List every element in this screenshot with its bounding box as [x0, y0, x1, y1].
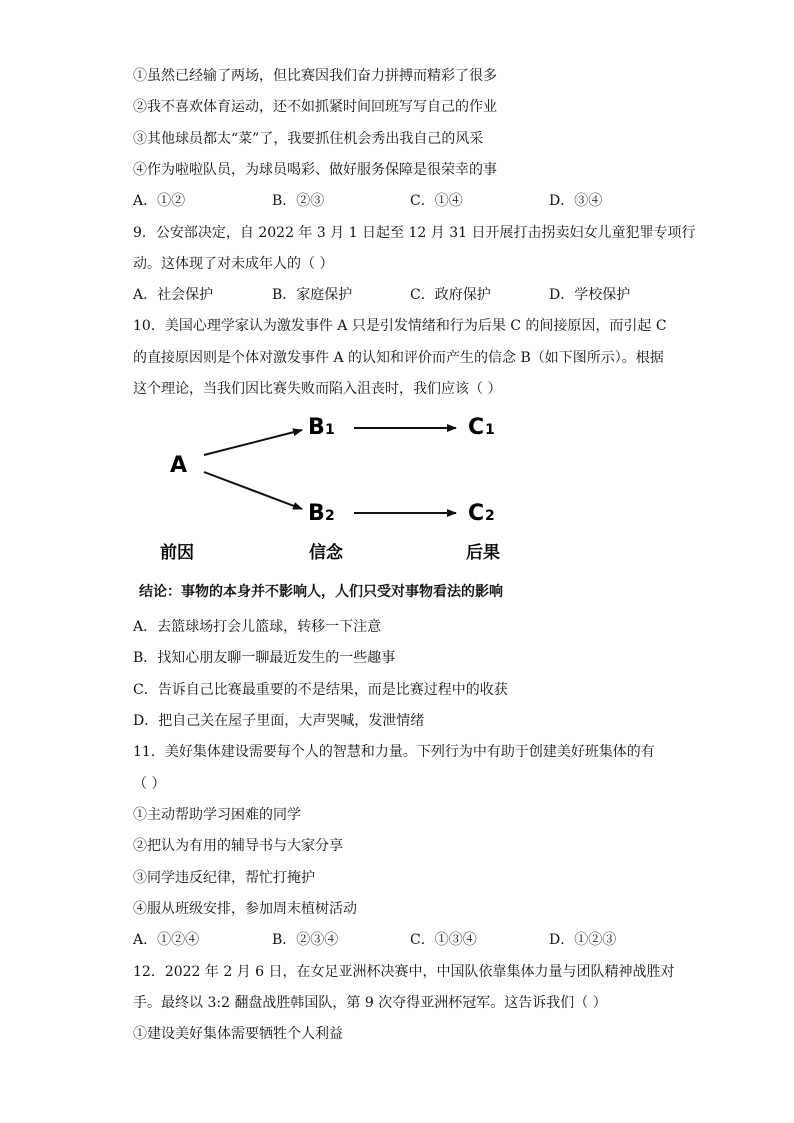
q9-stem-line-2: 动。这体现了对未成年人的（ ）: [133, 256, 334, 272]
q8-option-a: A．①②: [133, 193, 186, 209]
q9-stem-line-1: 9．公安部决定，自 2022 年 3 月 1 日起至 12 月 31 日开展打击拐卖妇女儿童犯罪专项行: [133, 225, 696, 241]
q8-option-d: D．③④: [549, 193, 603, 209]
q8-option-c: C．①④: [410, 193, 463, 209]
q9-option-c: C．政府保护: [410, 287, 491, 303]
q10-stem-line-3: 这个理论，当我们因比赛失败而陷入沮丧时，我们应该（ ）: [133, 381, 502, 397]
arrow-a-to-b1: [204, 430, 302, 455]
node-a: A: [170, 453, 188, 478]
label-belief: 信念: [309, 543, 343, 563]
node-c1-subscript: 1: [485, 422, 495, 438]
q8-item-4: ④作为啦啦队员，为球员喝彩、做好服务保障是很荣幸的事: [133, 162, 497, 178]
q11-item-3: ③同学违反纪律，帮忙打掩护: [133, 870, 315, 886]
q10-option-c: C．告诉自己比赛最重要的不是结果，而是比赛过程中的收获: [133, 682, 508, 698]
q10-conclusion: 结论：事物的本身并不影响人，人们只受对事物看法的影响: [139, 584, 503, 600]
node-c1: C: [468, 415, 485, 440]
label-cause: 前因: [160, 543, 194, 563]
arrow-a-to-b2: [204, 472, 302, 509]
q11-option-c: C．①③④: [410, 932, 477, 948]
q11-stem-line-2: （ ）: [133, 776, 166, 792]
q9-option-a: A．社会保护: [133, 287, 214, 303]
q11-option-d: D．①②③: [549, 932, 617, 948]
q11-item-2: ②把认为有用的辅导书与大家分享: [133, 838, 343, 854]
q12-stem-line-2: 手。最终以 3:2 翻盘战胜韩国队，第 9 次夺得亚洲杯冠军。这告诉我们（ ）: [133, 995, 607, 1011]
label-result: 后果: [466, 543, 500, 563]
q12-stem-line-1: 12．2022 年 2 月 6 日，在女足亚洲杯决赛中，中国队依靠集体力量与团队精神战胜对: [133, 964, 675, 980]
q10-option-a: A．去篮球场打会儿篮球，转移一下注意: [133, 619, 382, 635]
q10-stem-line-2: 的直接原因则是个体对激发事件 A 的认知和评价而产生的信念 B（如下图所示）。根据: [133, 350, 664, 366]
abc-theory-diagram: [150, 400, 530, 570]
q11-option-b: B．②③④: [272, 932, 339, 948]
node-b1-subscript: 1: [325, 422, 335, 438]
q10-option-b: B．找知心朋友聊一聊最近发生的一些趣事: [133, 650, 396, 666]
q10-stem-line-1: 10．美国心理学家认为激发事件 A 只是引发情绪和行为后果 C 的间接原因，而引起 C: [133, 318, 667, 334]
q8-item-3: ③其他球员都太“菜”了，我要抓住机会秀出我自己的风采: [133, 131, 484, 147]
q12-item-1: ①建设美好集体需要牺牲个人利益: [133, 1026, 343, 1042]
node-b1: B: [308, 415, 325, 440]
q11-item-1: ①主动帮助学习困难的同学: [133, 807, 301, 823]
q11-option-a: A．①②④: [133, 932, 200, 948]
q9-option-b: B．家庭保护: [272, 287, 353, 303]
q8-item-1: ①虽然已经输了两场，但比赛因我们奋力拼搏而精彩了很多: [133, 68, 497, 84]
node-c2: C: [468, 501, 485, 526]
node-b2: B: [308, 501, 325, 526]
q10-option-d: D．把自己关在屋子里面，大声哭喊，发泄情绪: [133, 713, 425, 729]
node-c2-subscript: 2: [485, 508, 495, 524]
q11-stem-line-1: 11．美好集体建设需要每个人的智慧和力量。下列行为中有助于创建美好班集体的有: [133, 744, 655, 760]
q11-item-4: ④服从班级安排，参加周末植树活动: [133, 901, 357, 917]
q9-option-d: D．学校保护: [549, 287, 631, 303]
q8-item-2: ②我不喜欢体育运动，还不如抓紧时间回班写写自己的作业: [133, 99, 497, 115]
node-b2-subscript: 2: [325, 508, 335, 524]
q8-option-b: B．②③: [272, 193, 325, 209]
